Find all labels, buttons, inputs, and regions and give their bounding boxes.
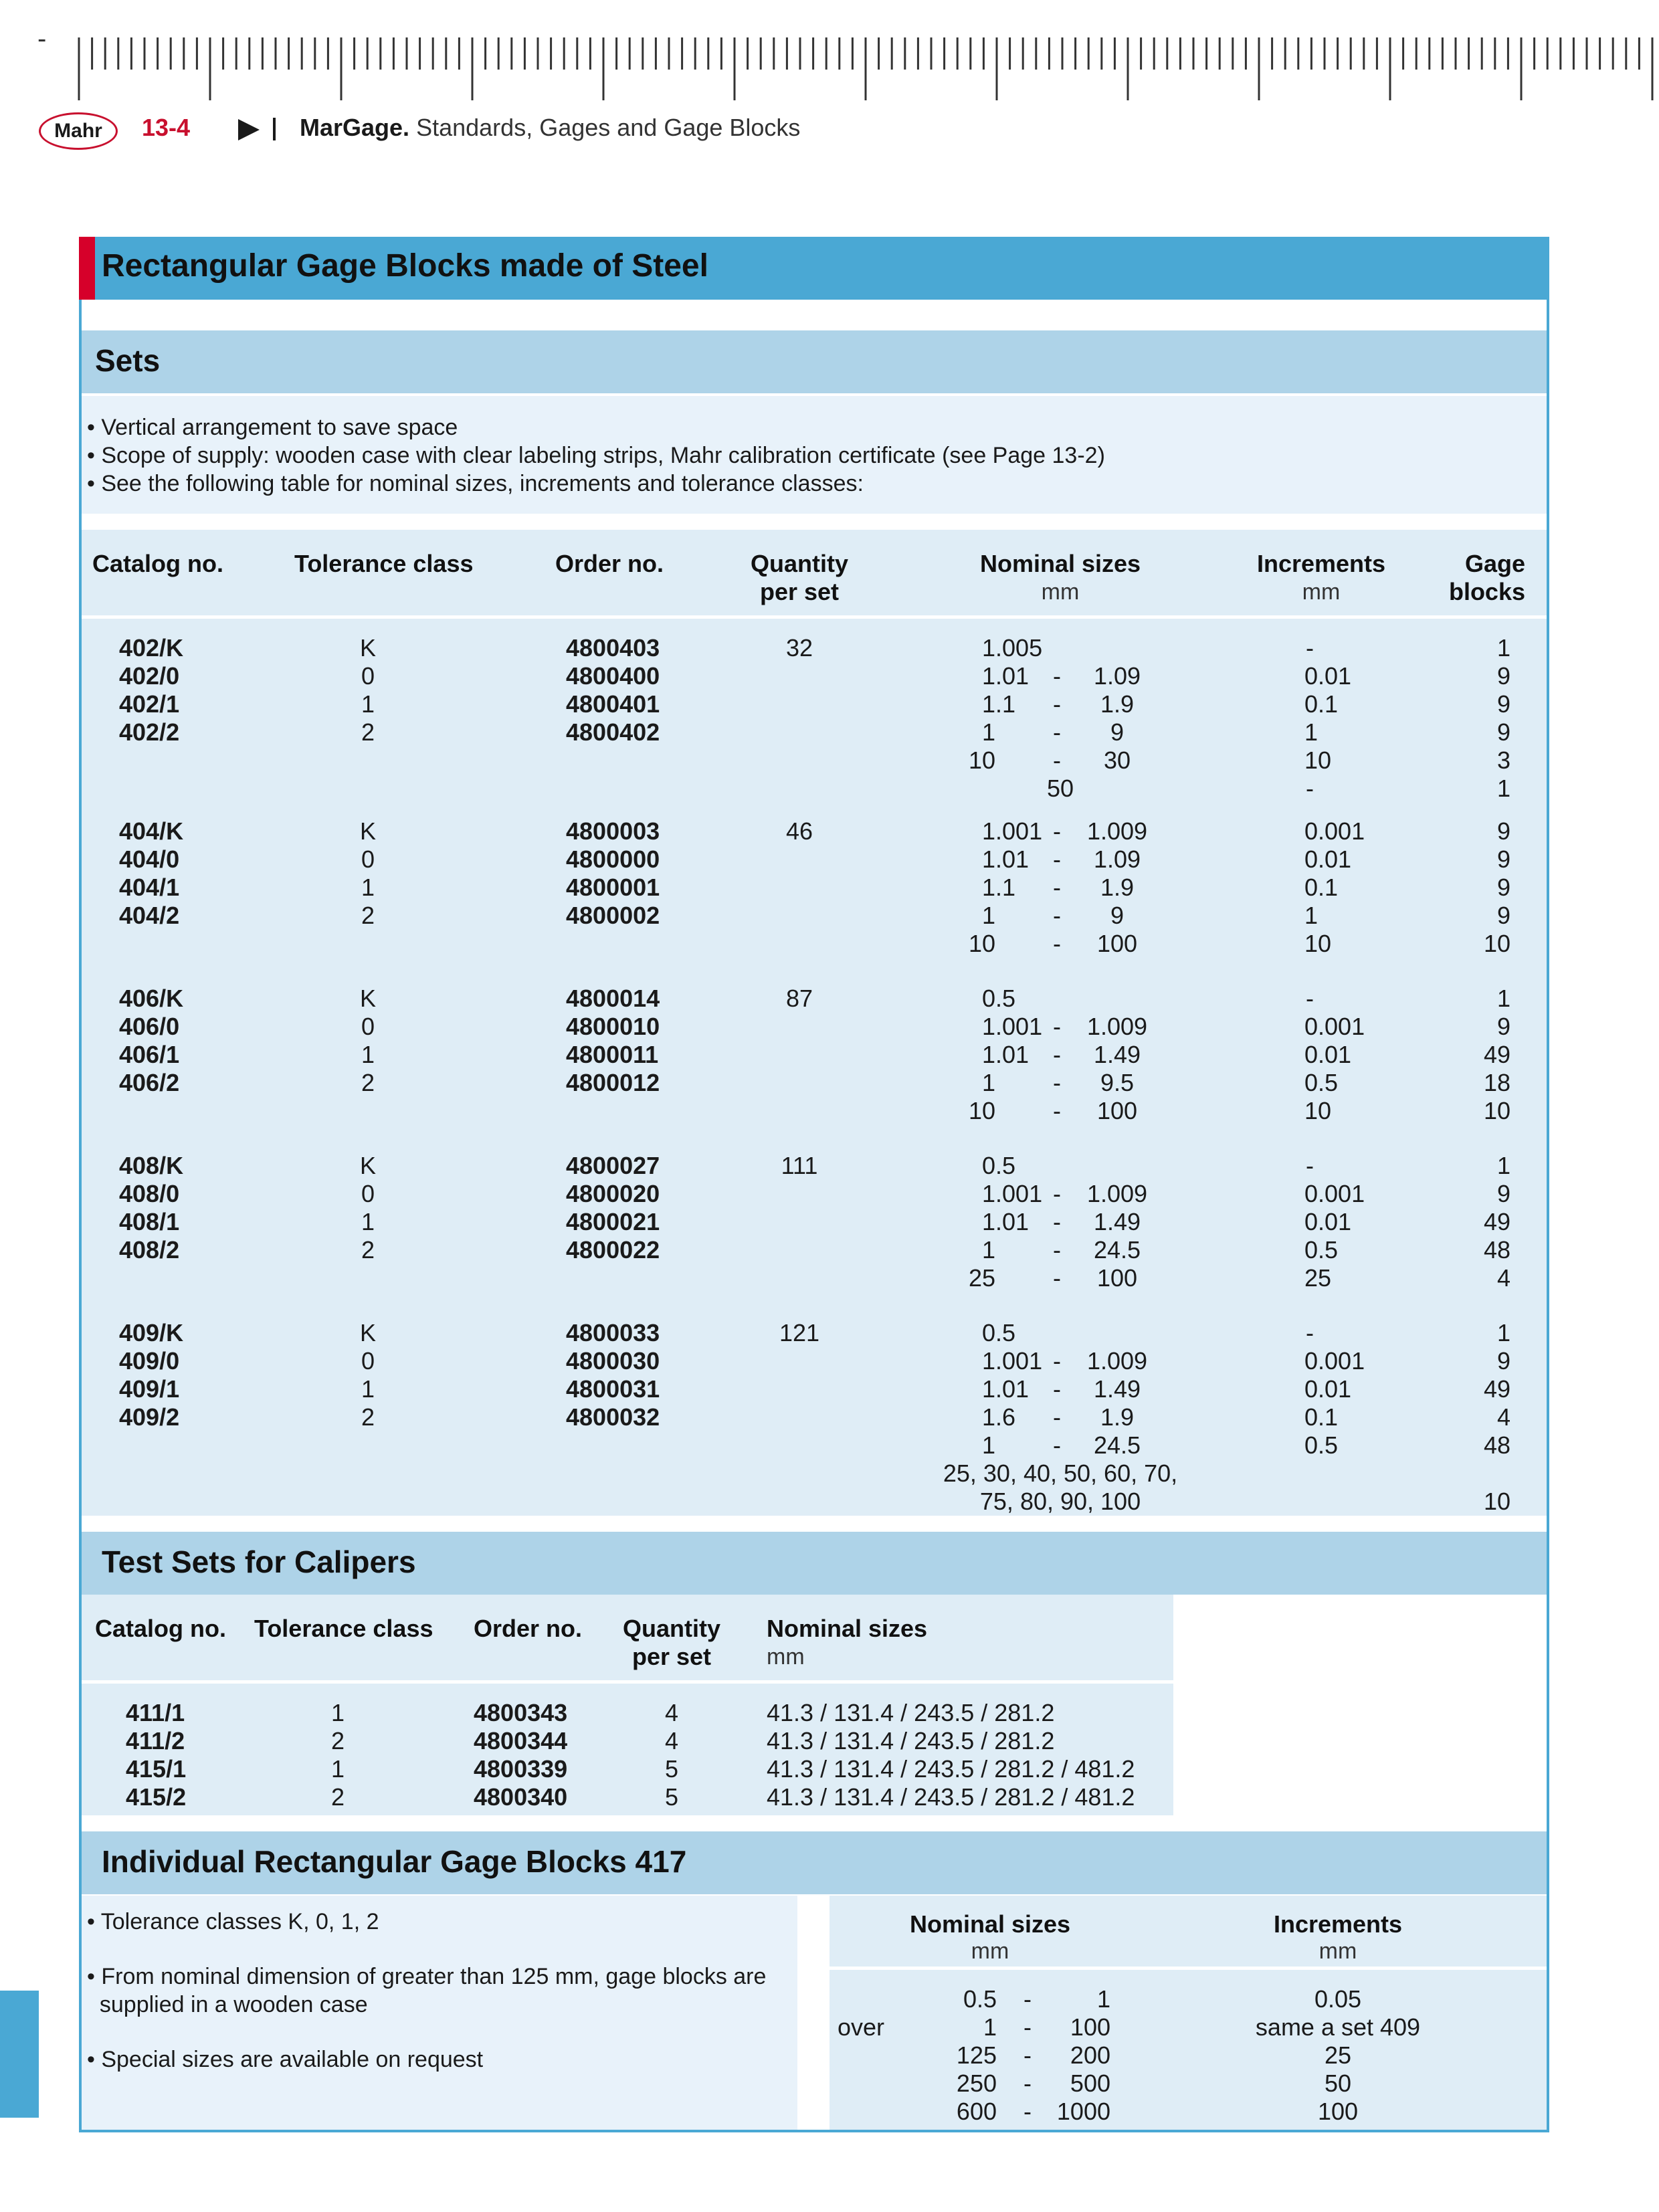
ts-col-quantity-2: per set (631, 1643, 712, 1670)
nominal-to: 1.49 (1093, 1208, 1141, 1235)
range-dash: - (1053, 1264, 1061, 1292)
ind-col-nominal-unit: mm (971, 1938, 1009, 1964)
play-arrow-icon (238, 119, 260, 140)
increment: 0.5 (1304, 1069, 1339, 1096)
col-nominal: Nominal sizes (979, 550, 1141, 577)
nominal-from: 1.001 (982, 1013, 1043, 1040)
order-no: 4800030 (566, 1347, 660, 1375)
ts-catalog-no: 411/1 (126, 1699, 185, 1726)
col-catalog: Catalog no. (92, 550, 223, 577)
gage-blocks-count: 1 (1496, 985, 1510, 1012)
ts-col-catalog: Catalog no. (95, 1615, 226, 1642)
ts-nominal-sizes: 41.3 / 131.4 / 243.5 / 281.2 (767, 1727, 1055, 1754)
col-quantity-2: per set (759, 578, 840, 605)
order-no: 4800021 (566, 1208, 660, 1235)
nominal-from: 1.001 (982, 1180, 1043, 1207)
quantity-per-set: 121 (779, 1319, 820, 1346)
running-header (300, 114, 800, 142)
increment: 0.001 (1304, 1180, 1365, 1207)
gage-blocks-count: 9 (1496, 718, 1510, 746)
ind-nominal-from: 1 (983, 2013, 997, 2041)
nominal-to: 100 (1096, 930, 1138, 957)
nominal-from: 10 (969, 930, 996, 957)
ts-catalog-no: 411/2 (126, 1727, 185, 1754)
individual-bullet-2: • From nominal dimension of greater than 125 mm, gage blocks are (87, 1964, 767, 1989)
page-number: 13-4 (142, 114, 191, 141)
catalog-no: 408/0 (119, 1180, 180, 1207)
tolerance-class: 2 (361, 1069, 375, 1096)
gage-blocks-count: 10 (1483, 1097, 1510, 1124)
ts-tolerance-class: 2 (330, 1783, 345, 1811)
order-no: 4800011 (566, 1041, 659, 1068)
nominal-to: 1.49 (1093, 1375, 1141, 1403)
increment: 0.5 (1304, 1431, 1339, 1459)
increment: 0.01 (1304, 1375, 1352, 1403)
gage-blocks-count: 48 (1483, 1431, 1510, 1459)
nominal-size: 50 (1046, 775, 1074, 802)
nominal-from: 1.6 (982, 1403, 1016, 1431)
catalog-no: 406/2 (119, 1069, 180, 1096)
catalog-no: 402/1 (119, 690, 180, 718)
nominal-from: 25 (969, 1264, 996, 1292)
nominal-from: 1.01 (982, 1208, 1030, 1235)
range-dash: - (1053, 1236, 1061, 1264)
nominal-from: 1.1 (982, 690, 1016, 718)
range-dash: - (1053, 930, 1061, 957)
ind-increment: 25 (1324, 2041, 1352, 2069)
ts-catalog-no: 415/1 (126, 1755, 187, 1783)
individual-bullet-1: • Tolerance classes K, 0, 1, 2 (87, 1909, 379, 1934)
ind-nominal-from: 125 (956, 2041, 997, 2069)
ts-order-no: 4800343 (474, 1699, 568, 1726)
catalog-no: 409/2 (119, 1403, 180, 1431)
order-no: 4800400 (566, 662, 660, 690)
nominal-to: 100 (1096, 1097, 1138, 1124)
order-no: 4800032 (566, 1403, 660, 1431)
title-accent (79, 237, 95, 300)
nominal-to: 1.9 (1100, 1403, 1135, 1431)
gage-blocks-count: 9 (1496, 874, 1510, 901)
nominal-from: 1.005 (982, 634, 1043, 662)
gage-blocks-count: 9 (1496, 690, 1510, 718)
gage-blocks-count: 10 (1483, 1488, 1510, 1515)
individual-heading: Individual Rectangular Gage Blocks 417 (102, 1844, 687, 1879)
nominal-to: 9 (1110, 718, 1125, 746)
nominal-to: 24.5 (1093, 1236, 1141, 1264)
quantity-per-set: 46 (785, 817, 813, 845)
quantity-per-set: 87 (785, 985, 813, 1012)
sets-bullet-3: • See the following table for nominal sizes, increments and tolerance classes: (87, 471, 864, 496)
order-no: 4800403 (566, 634, 660, 662)
nominal-to: 9 (1110, 902, 1125, 929)
tolerance-class: 1 (361, 690, 375, 718)
ts-col-nominal: Nominal sizes (767, 1615, 928, 1642)
order-no: 4800401 (566, 690, 660, 718)
increment: 0.01 (1304, 1041, 1352, 1068)
ts-col-nominal-unit: mm (767, 1644, 805, 1670)
order-no: 4800012 (566, 1069, 660, 1096)
ts-quantity: 5 (664, 1783, 679, 1811)
nominal-to: 30 (1103, 746, 1131, 774)
range-dash: - (1053, 1375, 1061, 1403)
tolerance-class: K (359, 1152, 376, 1179)
range-dash: - (1053, 902, 1061, 929)
gage-blocks-count: 9 (1496, 1347, 1510, 1375)
increment: 25 (1304, 1264, 1332, 1292)
gage-blocks-count: 49 (1483, 1375, 1510, 1403)
catalog-no: 409/K (119, 1319, 184, 1346)
gage-blocks-count: 1 (1496, 634, 1510, 662)
order-no: 4800031 (566, 1375, 660, 1403)
range-dash: - (1053, 746, 1061, 774)
tolerance-class: K (359, 985, 376, 1012)
nominal-to: 1.49 (1093, 1041, 1141, 1068)
nominal-to: 24.5 (1093, 1431, 1141, 1459)
gage-blocks-count: 9 (1496, 1180, 1510, 1207)
ind-col-increments-unit: mm (1319, 1938, 1357, 1964)
catalog-no: 404/0 (119, 845, 180, 873)
nominal-from: 1.01 (982, 662, 1030, 690)
nominal-from: 10 (969, 1097, 996, 1124)
sets-heading: Sets (95, 343, 161, 378)
ts-tolerance-class: 2 (330, 1727, 345, 1754)
col-nominal-unit: mm (1041, 579, 1080, 605)
header-subtitle: Standards, Gages and Gage Blocks (416, 114, 801, 141)
tolerance-class: 1 (361, 1208, 375, 1235)
ts-quantity: 4 (664, 1699, 679, 1726)
increment: 10 (1304, 930, 1332, 957)
ind-col-nominal: Nominal sizes (909, 1910, 1071, 1938)
ts-nominal-sizes: 41.3 / 131.4 / 243.5 / 281.2 (767, 1699, 1055, 1726)
order-no: 4800002 (566, 902, 660, 929)
range-dash: - (1053, 1041, 1061, 1068)
gage-blocks-count: 9 (1496, 845, 1510, 873)
nominal-to: 1.09 (1093, 662, 1141, 690)
ind-increment: 100 (1317, 2098, 1359, 2125)
tolerance-class: 0 (361, 662, 375, 690)
increment: 1 (1304, 902, 1319, 929)
tolerance-class: K (359, 817, 376, 845)
ind-nominal-to: 200 (1070, 2041, 1110, 2069)
gage-blocks-count: 18 (1483, 1069, 1510, 1096)
gage-blocks-count: 9 (1496, 817, 1510, 845)
increment: 0.1 (1304, 874, 1339, 901)
catalog-no: 404/2 (119, 902, 180, 929)
catalog-no: 408/K (119, 1152, 184, 1179)
ts-nominal-sizes: 41.3 / 131.4 / 243.5 / 281.2 / 481.2 (767, 1755, 1135, 1783)
nominal-to: 100 (1096, 1264, 1138, 1292)
sets-header-separator (82, 615, 1547, 619)
increment: 0.5 (1304, 1236, 1339, 1264)
divider-bar (273, 118, 276, 140)
ind-nominal-to: 1 (1096, 1985, 1110, 2013)
tolerance-class: 0 (361, 1180, 375, 1207)
nominal-from: 1 (982, 718, 996, 746)
catalog-no: 408/1 (119, 1208, 180, 1235)
nominal-from: 10 (969, 746, 996, 774)
ts-col-tolerance: Tolerance class (254, 1615, 433, 1642)
order-no: 4800003 (566, 817, 660, 845)
gage-blocks-count: 1 (1496, 775, 1510, 802)
catalog-no: 402/0 (119, 662, 180, 690)
ind-range-dash: - (1023, 2041, 1032, 2069)
ind-nominal-to: 1000 (1056, 2098, 1110, 2125)
ind-range-dash: - (1023, 2098, 1032, 2125)
nominal-from: 1 (982, 1069, 996, 1096)
col-quantity: Quantity (750, 550, 848, 577)
nominal-from: 1.001 (982, 1347, 1043, 1375)
nominal-from: 1.01 (982, 1375, 1030, 1403)
nominal-from: 0.5 (982, 1152, 1016, 1179)
brand-name: MarGage. (300, 114, 410, 141)
gage-blocks-count: 1 (1496, 1319, 1510, 1346)
ts-quantity: 5 (664, 1755, 679, 1783)
nominal-size-list: 75, 80, 90, 100 (979, 1488, 1141, 1515)
gage-blocks-count: 48 (1483, 1236, 1510, 1264)
sets-bullet-1: • Vertical arrangement to save space (87, 415, 458, 440)
tolerance-class: 0 (361, 1013, 375, 1040)
ts-order-no: 4800339 (474, 1755, 568, 1783)
ts-col-order: Order no. (474, 1615, 583, 1642)
test-sets-separator (82, 1680, 1173, 1684)
increment: - (1306, 634, 1314, 662)
individual-separator (830, 1967, 1547, 1970)
ind-range-dash: - (1023, 2013, 1032, 2041)
gage-blocks-count: 4 (1496, 1403, 1510, 1431)
page-title: Rectangular Gage Blocks made of Steel (102, 248, 708, 284)
nominal-to: 1.9 (1100, 690, 1135, 718)
col-increments: Increments (1256, 550, 1386, 577)
nominal-from: 1.1 (982, 874, 1016, 901)
tolerance-class: 0 (361, 1347, 375, 1375)
ind-nominal-from: 0.5 (963, 1985, 997, 2013)
tolerance-class: 1 (361, 874, 375, 901)
catalog-no: 402/2 (119, 718, 180, 746)
col-gage: Gage (1464, 550, 1525, 577)
ind-increment: same a set 409 (1255, 2013, 1421, 2041)
order-no: 4800402 (566, 718, 660, 746)
catalog-no: 404/1 (119, 874, 180, 901)
ind-increment: 0.05 (1314, 1985, 1362, 2013)
nominal-size-list: 25, 30, 40, 50, 60, 70, (943, 1460, 1178, 1487)
ts-tolerance-class: 1 (330, 1755, 345, 1783)
ind-col-increments: Increments (1273, 1910, 1403, 1938)
individual-bullet-3: • Special sizes are available on request (87, 2047, 484, 2072)
col-gage-2: blocks (1448, 578, 1525, 605)
catalog-no: 402/K (119, 634, 184, 662)
ind-nominal-to: 100 (1070, 2013, 1110, 2041)
sets-bullet-2: • Scope of supply: wooden case with clear labeling strips, Mahr calibration certificate (see Page 13-2) (87, 443, 1105, 468)
ts-order-no: 4800344 (474, 1727, 568, 1754)
range-dash: - (1053, 690, 1061, 718)
ts-quantity: 4 (664, 1727, 679, 1754)
increment: 0.001 (1304, 1347, 1365, 1375)
increment: 0.001 (1304, 817, 1365, 845)
chapter-tab (0, 1991, 39, 2118)
nominal-to: 1.9 (1100, 874, 1135, 901)
increment: - (1306, 1319, 1314, 1346)
ts-tolerance-class: 1 (330, 1699, 345, 1726)
col-tolerance: Tolerance class (294, 550, 474, 577)
tolerance-class: 1 (361, 1041, 375, 1068)
mahr-logo: Mahr (39, 112, 118, 150)
tolerance-class: 1 (361, 1375, 375, 1403)
ind-range-dash: - (1023, 2070, 1032, 2097)
nominal-to: 1.09 (1093, 845, 1141, 873)
sets-heading-bar (82, 330, 1547, 393)
increment: - (1306, 775, 1314, 802)
increment: 0.01 (1304, 845, 1352, 873)
range-dash: - (1053, 1097, 1061, 1124)
increment: 0.01 (1304, 662, 1352, 690)
catalog-no: 406/1 (119, 1041, 180, 1068)
order-no: 4800000 (566, 845, 660, 873)
gage-blocks-count: 49 (1483, 1208, 1510, 1235)
quantity-per-set: 111 (781, 1152, 818, 1179)
ts-col-quantity: Quantity (622, 1615, 720, 1642)
tolerance-class: 2 (361, 1236, 375, 1264)
nominal-from: 1.01 (982, 845, 1030, 873)
nominal-from: 1 (982, 1236, 996, 1264)
ind-range-dash: - (1023, 1985, 1032, 2013)
order-no: 4800014 (566, 985, 660, 1012)
nominal-from: 1 (982, 902, 996, 929)
gage-blocks-count: 49 (1483, 1041, 1510, 1068)
order-no: 4800020 (566, 1180, 660, 1207)
test-sets-heading: Test Sets for Calipers (102, 1544, 416, 1579)
catalog-no: 406/K (119, 985, 184, 1012)
gage-blocks-count: 1 (1496, 1152, 1510, 1179)
range-dash: - (1053, 1347, 1061, 1375)
ind-nominal-from: 250 (956, 2070, 997, 2097)
increment: 10 (1304, 746, 1332, 774)
increment: 0.1 (1304, 1403, 1339, 1431)
nominal-from: 1.01 (982, 1041, 1030, 1068)
gage-blocks-count: 9 (1496, 662, 1510, 690)
range-dash: - (1053, 1069, 1061, 1096)
order-no: 4800022 (566, 1236, 660, 1264)
nominal-from: 1 (982, 1431, 996, 1459)
individual-bullet-2-cont: supplied in a wooden case (87, 1992, 368, 2017)
order-no: 4800001 (566, 874, 660, 901)
range-dash: - (1053, 662, 1061, 690)
catalog-no: 404/K (119, 817, 184, 845)
increment: 1 (1304, 718, 1319, 746)
range-dash: - (1053, 874, 1061, 901)
nominal-to: 1.009 (1086, 817, 1148, 845)
order-no: 4800033 (566, 1319, 660, 1346)
catalog-no: 409/1 (119, 1375, 180, 1403)
gage-blocks-count: 4 (1496, 1264, 1510, 1292)
tolerance-class: K (359, 1319, 376, 1346)
gage-blocks-count: 10 (1483, 930, 1510, 957)
order-no: 4800010 (566, 1013, 660, 1040)
order-no: 4800027 (566, 1152, 660, 1179)
increment: - (1306, 985, 1314, 1012)
tolerance-class: K (359, 634, 376, 662)
range-dash: - (1053, 1431, 1061, 1459)
range-dash: - (1053, 1013, 1061, 1040)
range-dash: - (1053, 817, 1061, 845)
catalog-no: 406/0 (119, 1013, 180, 1040)
nominal-to: 9.5 (1100, 1069, 1135, 1096)
increment: 10 (1304, 1097, 1332, 1124)
range-dash: - (1053, 845, 1061, 873)
catalog-no: 408/2 (119, 1236, 180, 1264)
nominal-from: 1.001 (982, 817, 1043, 845)
tolerance-class: 2 (361, 1403, 375, 1431)
ts-nominal-sizes: 41.3 / 131.4 / 243.5 / 281.2 / 481.2 (767, 1783, 1135, 1811)
nominal-from: 0.5 (982, 985, 1016, 1012)
range-dash: - (1053, 1180, 1061, 1207)
increment: 0.01 (1304, 1208, 1352, 1235)
gage-blocks-count: 9 (1496, 1013, 1510, 1040)
gage-blocks-count: 9 (1496, 902, 1510, 929)
increment: 0.001 (1304, 1013, 1365, 1040)
ind-nominal-from: 600 (956, 2098, 997, 2125)
nominal-to: 1.009 (1086, 1347, 1148, 1375)
increment: - (1306, 1152, 1314, 1179)
quantity-per-set: 32 (785, 634, 813, 662)
increment: 0.1 (1304, 690, 1339, 718)
nominal-to: 1.009 (1086, 1013, 1148, 1040)
nominal-from: 0.5 (982, 1319, 1016, 1346)
ind-increment: 50 (1324, 2070, 1352, 2097)
range-dash: - (1053, 1208, 1061, 1235)
tolerance-class: 0 (361, 845, 375, 873)
ts-order-no: 4800340 (474, 1783, 568, 1811)
tolerance-class: 2 (361, 902, 375, 929)
tolerance-class: 2 (361, 718, 375, 746)
col-increments-unit: mm (1302, 579, 1341, 605)
col-order: Order no. (555, 550, 664, 577)
page-ruler (0, 0, 1659, 107)
ind-prefix: over (838, 2013, 885, 2041)
nominal-to: 1.009 (1086, 1180, 1148, 1207)
range-dash: - (1053, 1403, 1061, 1431)
ts-catalog-no: 415/2 (126, 1783, 187, 1811)
corner-mark: - (37, 24, 47, 54)
ind-nominal-to: 500 (1070, 2070, 1110, 2097)
gage-blocks-count: 3 (1496, 746, 1510, 774)
range-dash: - (1053, 718, 1061, 746)
catalog-no: 409/0 (119, 1347, 180, 1375)
